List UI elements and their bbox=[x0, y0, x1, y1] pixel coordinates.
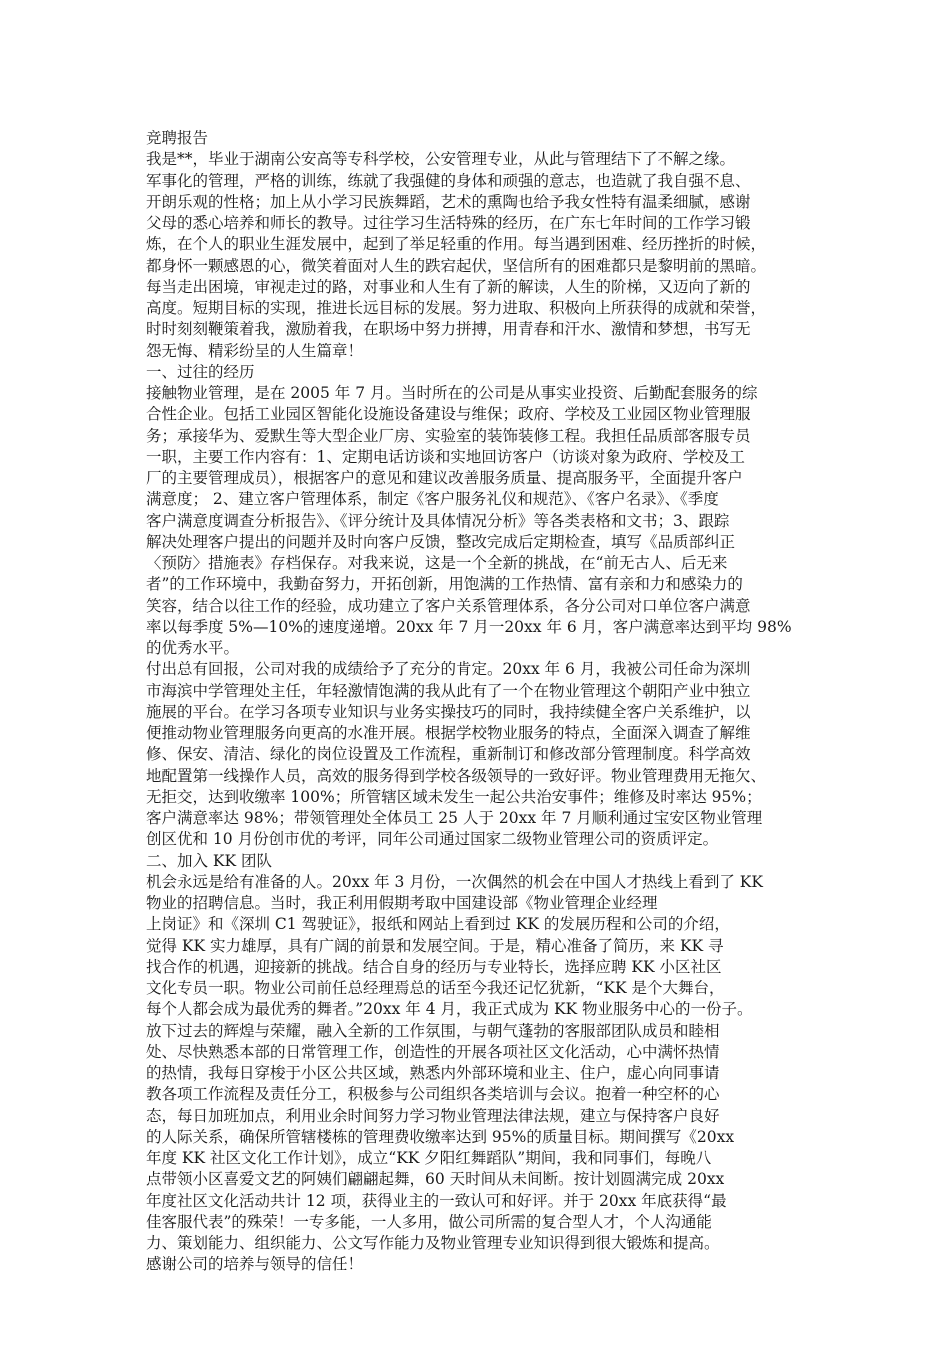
paragraph-line: 教各项工作流程及责任分工，积极参与公司组织各类培训与会议。抱着一种空杯的心 bbox=[146, 1085, 720, 1104]
paragraph-line: 客户满意度调查分析报告》、《评分统计及具体情况分析》等各类表格和文书；3、跟踪 bbox=[146, 511, 730, 530]
paragraph-line: 年度 KK 社区文化工作计划》，成立“KK 夕阳红舞蹈队”期间，我和同事们，每晚八 bbox=[146, 1149, 712, 1167]
paragraph-line: 施展的平台。在学习各项专业知识与业务实操技巧的同时，我持续健全客户关系维护，以 bbox=[146, 702, 751, 721]
paragraph-line: 修、保安、清洁、绿化的岗位设置及工作流程，重新制订和修改部分管理制度。科学高效 bbox=[146, 745, 751, 764]
paragraph-line: 地配置第一线操作人员，高效的服务得到学校各级领导的一致好评。物业管理费用无拖欠、 bbox=[146, 766, 767, 785]
paragraph-line: 接触物业管理，是在 2005 年 7 月。当时所在的公司是从事实业投资、后勤配套服务的综 bbox=[146, 384, 758, 402]
paragraph-line: 的人际关系，确保所管辖楼栋的管理费收缴率达到 95%的质量目标。期间撰写《20xx bbox=[146, 1127, 735, 1146]
paragraph-line: 客户满意率达 98%；带领管理处全体员工 25 人于 20xx 年 7 月顺利通过宝安区物业管理 bbox=[146, 809, 763, 827]
paragraph-line: 态，每日加班加点，利用业余时间努力学习物业管理法律法规，建立与保持客户良好 bbox=[146, 1106, 720, 1125]
paragraph-line: 年度社区文化活动共计 12 项，获得业主的一致认可和好评。并于 20xx 年底获得“最 bbox=[146, 1191, 727, 1210]
paragraph-line: 高度。短期目标的实现，推进长远目标的发展。努力进取、积极向上所获得的成就和荣誉， bbox=[146, 299, 767, 317]
paragraph-line: 时时刻刻鞭策着我，激励着我，在职场中努力拼搏，用青春和汗水、激情和梦想，书写无 bbox=[146, 320, 751, 339]
paragraph-line: 便推动物业管理服务向更高的水准开展。根据学校物业服务的特点，全面深入调查了解维 bbox=[146, 724, 751, 742]
section-heading: 二、加入 KK 团队 bbox=[146, 851, 273, 870]
paragraph-line: 的热情，我每日穿梭于小区公共区域，熟悉内外部环境和业主、住户，虚心向同事请 bbox=[146, 1064, 720, 1082]
paragraph-line: 市海滨中学管理处主任，年轻激情饱满的我从此有了一个在物业管理这个朝阳产业中独立 bbox=[146, 681, 751, 700]
paragraph-line: 处、尽快熟悉本部的日常管理工作，创造性的开展各项社区文化活动，心中满怀热情 bbox=[146, 1042, 720, 1061]
paragraph-line: 放下过去的辉煌与荣耀，融入全新的工作氛围，与朝气蓬勃的客服部团队成员和睦相 bbox=[146, 1021, 720, 1040]
report-body bbox=[146, 128, 826, 1276]
paragraph-line: 解决处理客户提出的问题并及时向客户反馈，整改完成后定期检查，填写《品质部纠正 bbox=[146, 532, 736, 551]
paragraph-line: 无拒交，达到收缴率 100%；所管辖区域未发生一起公共治安事件；维修及时率达 95%； bbox=[146, 787, 762, 806]
paragraph-line: 佳客服代表”的殊荣！一专多能，一人多用，做公司所需的复合型人才，个人沟通能 bbox=[146, 1212, 712, 1231]
paragraph-line: 〈预防〉措施表》存档保存。对我来说，这是一个全新的挑战，在“前无古人、后无来 bbox=[146, 554, 728, 572]
paragraph-line: 文化专员一职。物业公司前任总经理焉总的话至今我还记忆犹新，“KK 是个大舞台， bbox=[146, 979, 725, 997]
paragraph-line: 找合作的机遇，迎接新的挑战。结合自身的经历与专业特长，选择应聘 KK 小区社区 bbox=[146, 957, 722, 976]
paragraph-line: 物业的招聘信息。当时，我正利用假期考取中国建设部《物业管理企业经理 bbox=[146, 894, 658, 912]
paragraph-line: 一职，主要工作内容有：1、定期电话访谈和实地回访客户（访谈对象为政府、学校及工 bbox=[146, 447, 745, 466]
paragraph-line: 怨无悔、精彩纷呈的人生篇章！ bbox=[146, 341, 364, 360]
paragraph-line: 机会永远是给有准备的人。20xx 年 3 月份，一次偶然的机会在中国人才热线上看到了 KK bbox=[146, 872, 763, 891]
paragraph-line: 军事化的管理，严格的训练，练就了我强健的身体和顽强的意志，也造就了我自强不息、 bbox=[146, 171, 751, 190]
section-heading: 一、过往的经历 bbox=[146, 362, 255, 381]
paragraph-line: 者”的工作环境中，我勤奋努力，开拓创新，用饱满的工作热情、富有亲和力和感染力的 bbox=[146, 575, 743, 594]
paragraph-line: 每个人都会成为最优秀的舞者。”20xx 年 4 月，我正式成为 KK 物业服务中心的一份子。 bbox=[146, 1000, 753, 1019]
paragraph-line: 父母的悉心培养和师长的教导。过往学习生活特殊的经历，在广东七年时间的工作学习锻 bbox=[146, 214, 751, 232]
paragraph-line: 厂的主要管理成员），根据客户的意见和建议改善服务质量、提高服务平，全面提升客户 bbox=[146, 469, 743, 487]
paragraph-line: 开朗乐观的性格；加上从小学习民族舞蹈，艺术的熏陶也给予我女性特有温柔细腻，感谢 bbox=[146, 192, 751, 211]
paragraph-line: 点带领小区喜爱文艺的阿姨们翩翩起舞，60 天时间从未间断。按计划圆满完成 20xx bbox=[146, 1170, 725, 1189]
paragraph-line: 感谢公司的培养与领导的信任！ bbox=[146, 1255, 364, 1274]
paragraph-line: 务；承接华为、爱默生等大型企业厂房、实验室的装饰装修工程。我担任品质部客服专员 bbox=[146, 426, 751, 445]
paragraph-line: 每当走出困境，审视走过的路，对事业和人生有了新的解读，人生的阶梯，又迈向了新的 bbox=[146, 277, 751, 296]
report-title: 竞聘报告 bbox=[146, 129, 209, 147]
paragraph-line: 上岗证》和《深圳 C1 驾驶证》，报纸和网站上看到过 KK 的发展历程和公司的介绍， bbox=[146, 915, 730, 934]
paragraph-line: 觉得 KK 实力雄厚，具有广阔的前景和发展空间。于是，精心准备了简历，来 KK 寻 bbox=[146, 936, 724, 955]
paragraph-line: 率以每季度 5%—10%的速度递增。20xx 年 7 月一20xx 年 6 月，客户满意率达到平均 98% bbox=[146, 617, 792, 636]
paragraph-line: 合性企业。包括工业园区智能化设施设备建设与维保；政府、学校及工业园区物业管理服 bbox=[146, 405, 751, 424]
paragraph-line: 都身怀一颗感恩的心，微笑着面对人生的跌宕起伏，坚信所有的困难都只是黎明前的黑暗。 bbox=[146, 256, 767, 275]
paragraph-line: 付出总有回报，公司对我的成绩给予了充分的肯定。20xx 年 6 月，我被公司任命为深圳 bbox=[146, 660, 751, 679]
paragraph-line: 的优秀水平。 bbox=[146, 639, 240, 657]
paragraph-line: 我是**，毕业于湖南公安高等专科学校，公安管理专业，从此与管理结下了不解之缘。 bbox=[146, 150, 736, 169]
paragraph-line: 炼，在个人的职业生涯发展中，起到了举足轻重的作用。每当遇到困难、经历挫折的时候， bbox=[146, 235, 767, 254]
paragraph-line: 创区优和 10 月份创市优的考评，同年公司通过国家二级物业管理公司的资质评定。 bbox=[146, 830, 719, 849]
paragraph-line: 笑容，结合以往工作的经验，成功建立了客户关系管理体系，各分公司对口单位客户满意 bbox=[146, 596, 751, 615]
paragraph-line: 力、策划能力、组织能力、公文写作能力及物业管理专业知识得到很大锻炼和提高。 bbox=[146, 1234, 720, 1252]
paragraph-line: 满意度； 2、建立客户管理体系，制定《客户服务礼仪和规范》、《客户名录》、《季度 bbox=[146, 490, 719, 509]
